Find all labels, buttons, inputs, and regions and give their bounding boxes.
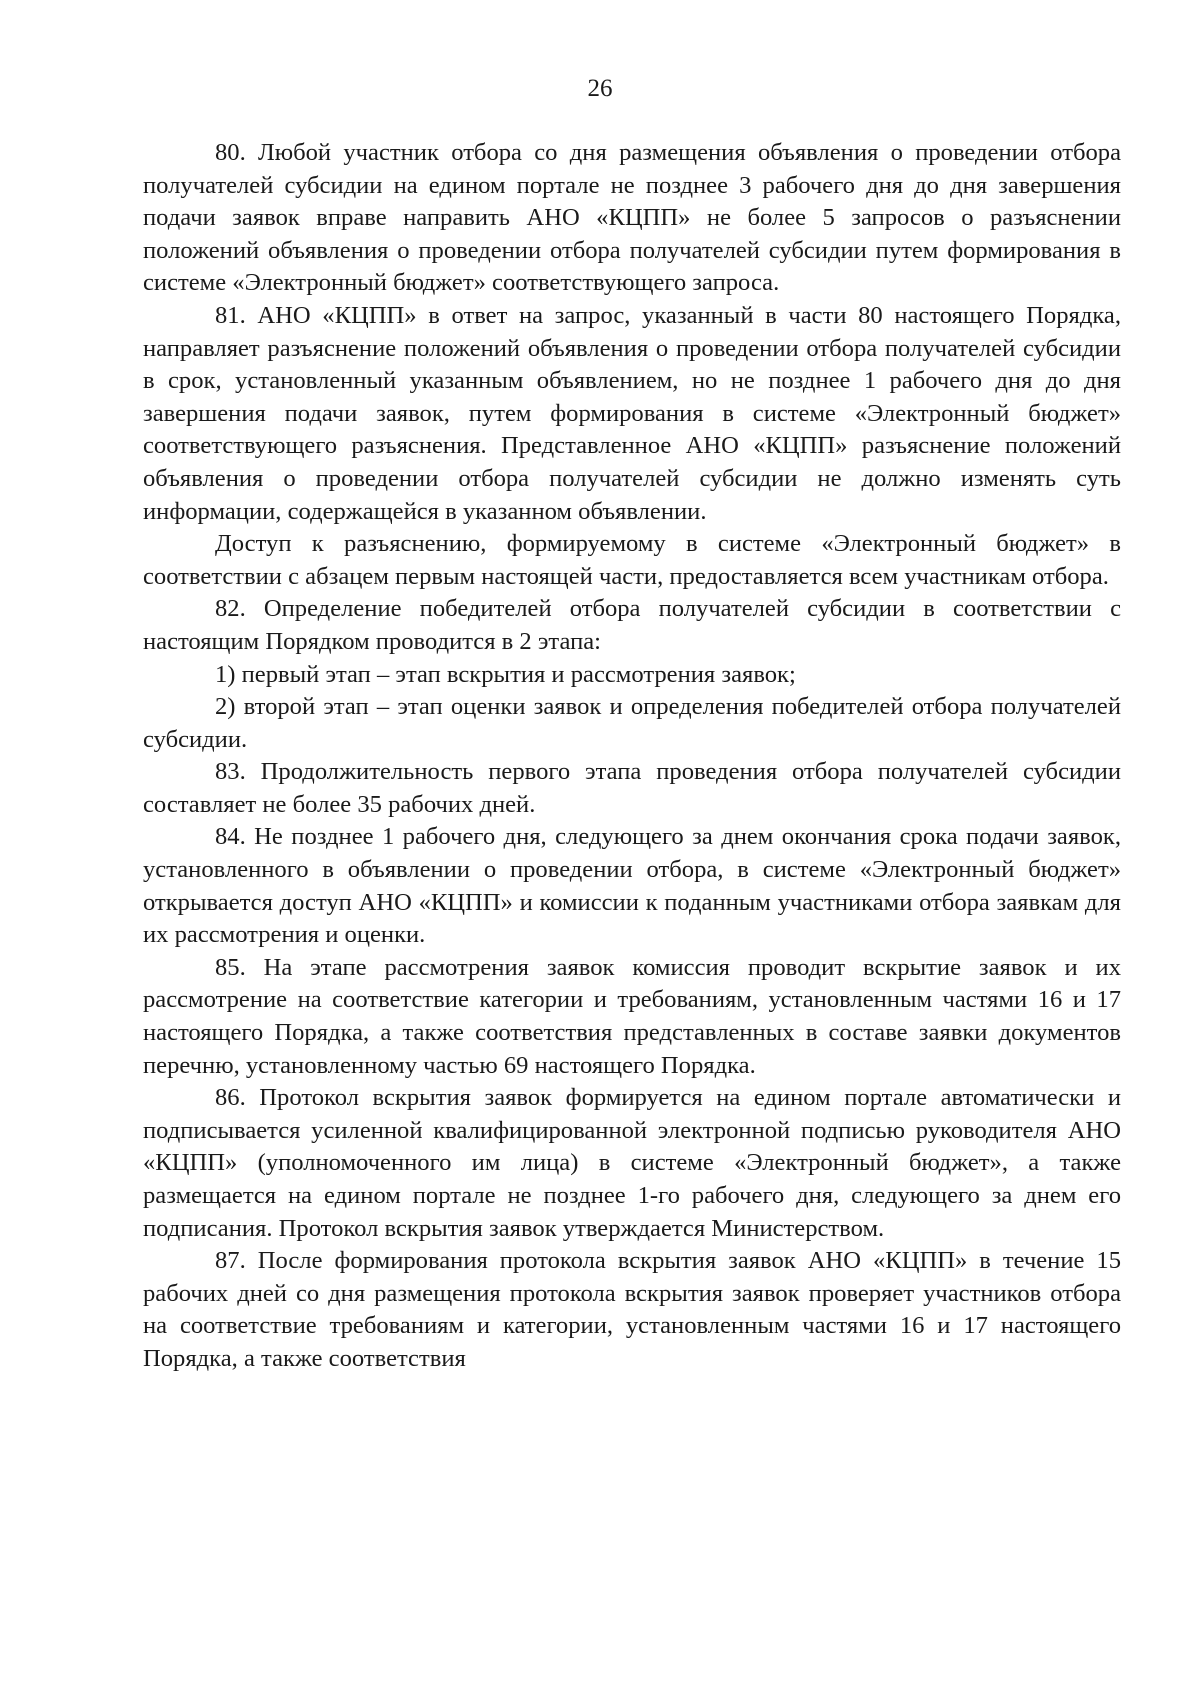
- paragraph-81: 81. АНО «КЦПП» в ответ на запрос, указанный в части 80 настоящего Порядка, направляет разъяснение положений объявления о проведении отбора получателей субсидии в срок, установленный указанным объявлением, но не позднее 1 рабочего дня до дня завершения подачи заявок, путем формирования в системе «Электронный бюджет» соответствующего разъяснения. Представленное АНО «КЦПП» разъяснение положений объявления о проведении отбора получателей субсидии не должно изменять суть информации, содержащейся в указанном объявлении.: [143, 301, 1121, 525]
- page-number: 26: [587, 75, 613, 102]
- paragraph-83: 83. Продолжительность первого этапа проведения отбора получателей субсидии составляет не более 35 рабочих дней.: [143, 758, 1121, 818]
- paragraph-81-access: Доступ к разъяснению, формируемому в системе «Электронный бюджет» в соответствии с абзацем первым настоящей части, предоставляется всем участникам отбора.: [143, 530, 1121, 590]
- paragraph-86: 86. Протокол вскрытия заявок формируется на едином портале автоматически и подписывается усиленной квалифицированной электронной подписью руководителя АНО «КЦПП» (уполномоченного им лица) в системе «Электронный бюджет», а также размещается на едином портале не позднее 1-го рабочего дня, следующего за днем его подписания. Протокол вскрытия заявок утверждается Министерством.: [143, 1084, 1121, 1242]
- paragraph-85: 85. На этапе рассмотрения заявок комиссия проводит вскрытие заявок и их рассмотрение на соответствие категории и требованиям, установленным частями 16 и 17 настоящего Порядка, а также соответствия представленных в составе заявки документов перечню, установленному частью 69 настоящего Порядка.: [143, 953, 1121, 1079]
- paragraph-80: 80. Любой участник отбора со дня размещения объявления о проведении отбора получателей субсидии на едином портале не позднее 3 рабочего дня до дня завершения подачи заявок вправе направить АНО «КЦПП» не более 5 запросов о разъяснении положений объявления о проведении отбора получателей субсидии путем формирования в системе «Электронный бюджет» соответствующего запроса.: [143, 139, 1121, 297]
- list-item-stage-1: 1) первый этап – этап вскрытия и рассмотрения заявок;: [215, 660, 796, 688]
- paragraph-87: 87. После формирования протокола вскрытия заявок АНО «КЦПП» в течение 15 рабочих дней со дня размещения протокола вскрытия заявок проверяет участников отбора на соответствие требованиям и категории, установленным частями 16 и 17 настоящего Порядка, а также соответствия: [143, 1247, 1121, 1372]
- paragraph-84: 84. Не позднее 1 рабочего дня, следующего за днем окончания срока подачи заявок, установленного в объявлении о проведении отбора, в системе «Электронный бюджет» открывается доступ АНО «КЦПП» и комиссии к поданным участниками отбора заявкам для их рассмотрения и оценки.: [143, 823, 1121, 949]
- document-body: [143, 137, 1121, 1376]
- paragraph-82: 82. Определение победителей отбора получателей субсидии в соответствии с настоящим Порядком проводится в 2 этапа:: [143, 595, 1121, 655]
- list-item-stage-2: 2) второй этап – этап оценки заявок и определения победителей отбора получателей субсидии.: [143, 693, 1121, 753]
